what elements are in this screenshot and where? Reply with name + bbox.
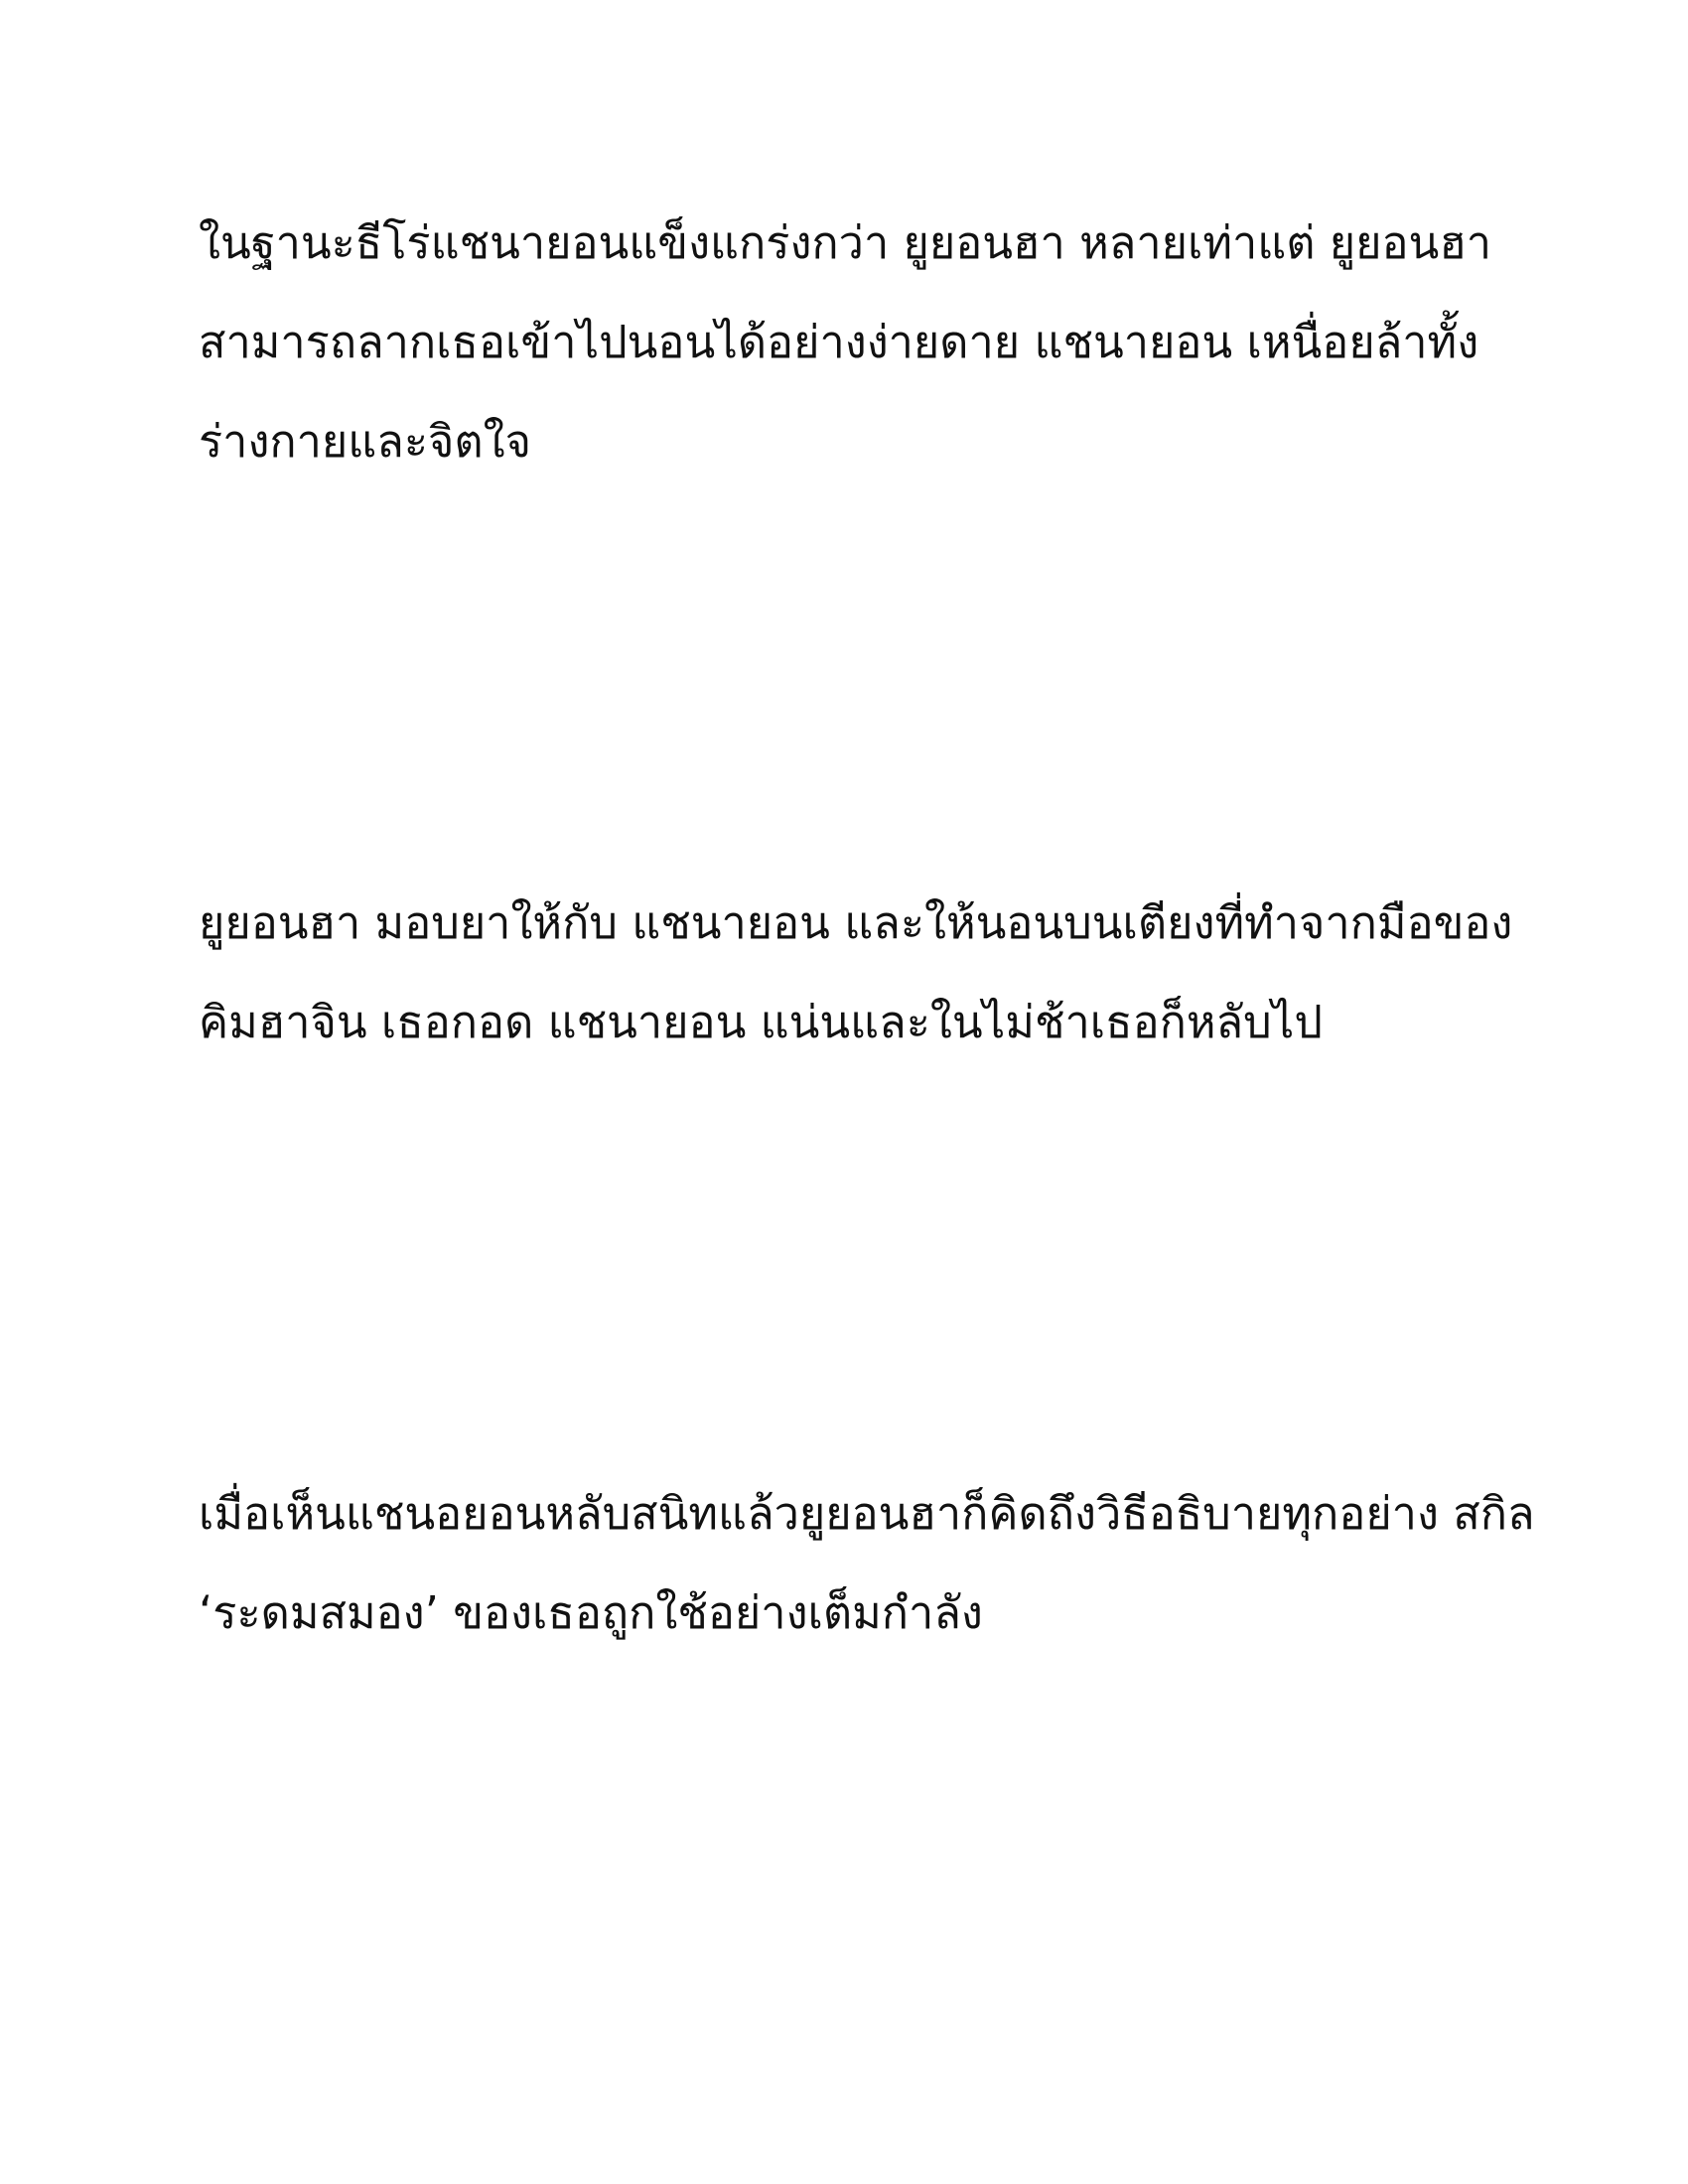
paragraph-1 [199, 194, 1492, 491]
paragraph-2 [199, 874, 1513, 1072]
paragraph-line: คิมฮาจิน เธอกอด แชนายอน แน่นและในไม่ช้าเธอก็หลับไป [199, 996, 1323, 1048]
paragraph-line: เมื่อเห็นแชนอยอนหลับสนิทแล้วยูยอนฮาก็คิดถึงวิธีอธิบายทุกอย่าง สกิล [199, 1487, 1535, 1540]
paragraph-line: ในฐานะธีโร่แชนายอนแข็งแกร่งกว่า ยูยอนฮา หลายเท่าแต่ ยูยอนฮา [199, 216, 1492, 269]
paragraph-line: สามารถลากเธอเข้าไปนอนได้อย่างง่ายดาย แชนายอน เหนื่อยล้าทั้ง [199, 316, 1479, 368]
paragraph-line: ‘ระดมสมอง’ ของเธอถูกใช้อย่างเต็มกำลัง [199, 1586, 983, 1639]
paragraph-3 [199, 1464, 1535, 1663]
paragraph-line: ร่างกายและจิตใจ [199, 415, 531, 468]
paragraph-line: ยูยอนฮา มอบยาให้กับ แชนายอน และให้นอนบนเตียงที่ทำจากมือของ [199, 896, 1513, 949]
